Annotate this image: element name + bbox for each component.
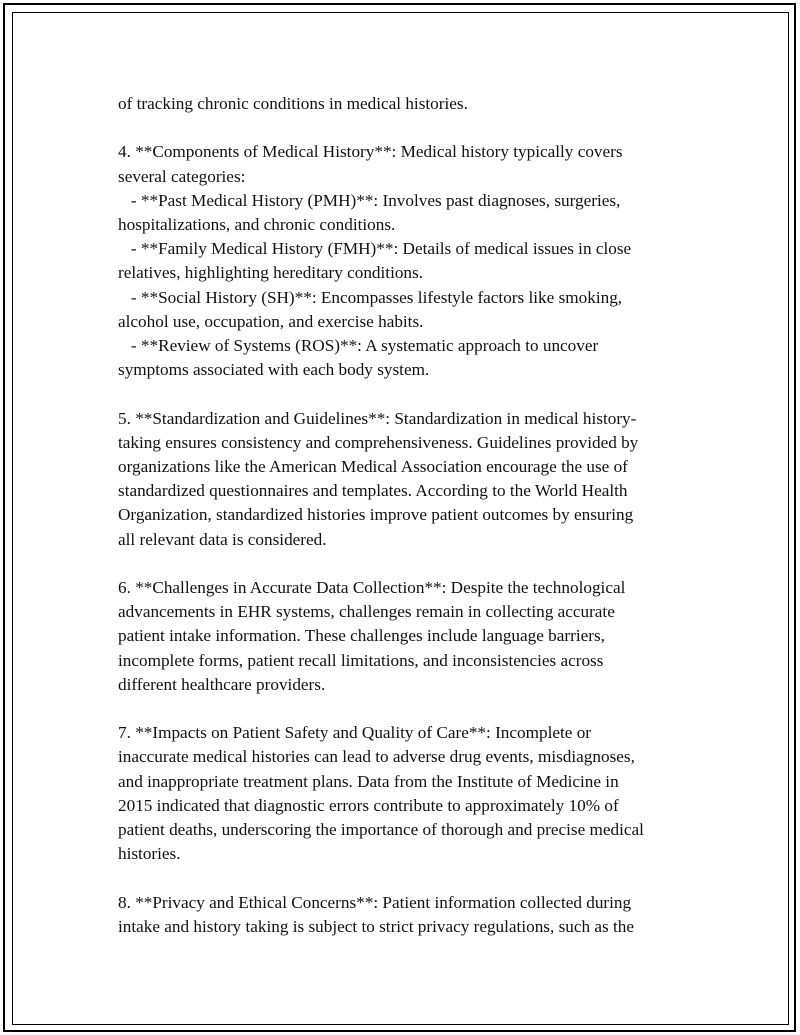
paragraph-impacts-on-patient-safety [118,721,688,866]
text-line: of tracking chronic conditions in medical histories. [118,94,468,113]
list-item-line: - **Social History (SH)**: Encompasses lifestyle factors like smoking, [118,287,623,307]
text-line: taking ensures consistency and comprehensiveness. Guidelines provided by [118,432,639,452]
text-line: organizations like the American Medical Association encourage the use of [118,457,628,477]
text-line: alcohol use, occupation, and exercise habits. [118,311,424,331]
text-line: 8. **Privacy and Ethical Concerns**: Patient information collected during [118,892,632,912]
text-line: patient deaths, underscoring the importance of thorough and precise medical [118,820,644,840]
text-line: 2015 indicated that diagnostic errors contribute to approximately 10% of [118,795,619,815]
text-line: incomplete forms, patient recall limitations, and inconsistencies across [118,650,604,670]
paragraph-privacy-and-ethical-concerns [118,891,688,939]
text-line: 5. **Standardization and Guidelines**: Standardization in medical history- [118,408,637,428]
text-line: histories. [118,844,181,864]
text-line: Organization, standardized histories improve patient outcomes by ensuring [118,505,634,525]
list-item-line: - **Review of Systems (ROS)**: A systematic approach to uncover [118,336,599,356]
text-line: intake and history taking is subject to strict privacy regulations, such as the [118,916,634,936]
text-line: hospitalizations, and chronic conditions. [118,215,396,234]
text-line: 7. **Impacts on Patient Safety and Quality of Care**: Incomplete or [118,723,592,743]
text-line: relatives, highlighting hereditary conditions. [118,263,424,283]
list-item-line: - **Past Medical History (PMH)**: Involves past diagnoses, surgeries, [118,190,621,210]
text-line: different healthcare providers. [118,674,326,694]
paragraph-standardization-and-guidelines [118,407,688,552]
text-line: all relevant data is considered. [118,529,327,549]
document-body [118,92,688,963]
text-line: standardized questionnaires and templates. According to the World Health [118,481,628,501]
text-line: advancements in EHR systems, challenges remain in collecting accurate [118,602,615,622]
text-line: several categories: [118,166,246,186]
text-line: 4. **Components of Medical History**: Medical history typically covers [118,142,623,162]
text-line: inaccurate medical histories can lead to adverse drug events, misdiagnoses, [118,747,635,767]
list-item-line: - **Family Medical History (FMH)**: Details of medical issues in close [118,239,632,259]
text-line: 6. **Challenges in Accurate Data Collection**: Despite the technological [118,578,626,598]
paragraph-intro-continuation [118,92,688,116]
text-line: patient intake information. These challenges include language barriers, [118,626,605,646]
text-line: symptoms associated with each body system. [118,360,430,380]
paragraph-components-of-medical-history [118,140,688,382]
text-line: and inappropriate treatment plans. Data from the Institute of Medicine in [118,771,619,791]
paragraph-challenges-in-data-collection [118,576,688,697]
